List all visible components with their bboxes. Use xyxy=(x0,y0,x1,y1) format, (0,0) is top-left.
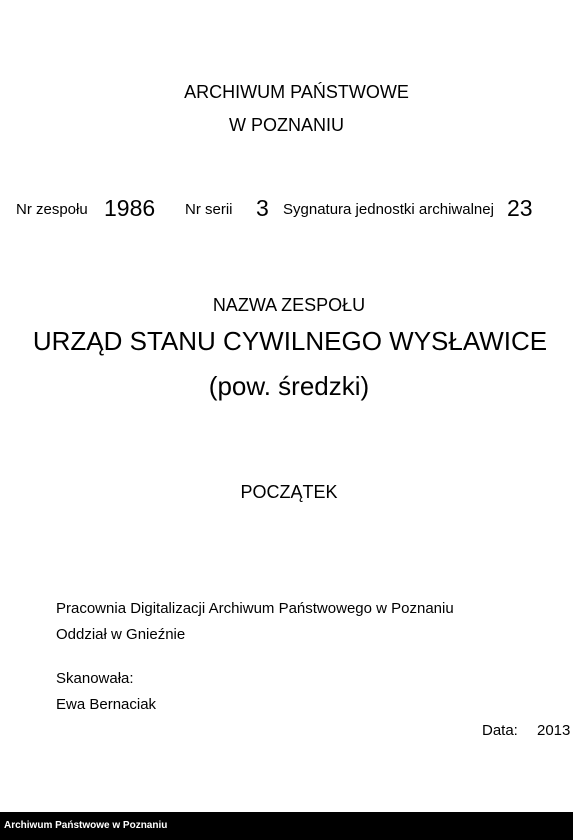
section-title: POCZĄTEK xyxy=(240,482,338,502)
fond-name: URZĄD STANU CYWILNEGO WYSŁAWICE xyxy=(32,326,548,356)
signature-value: 23 xyxy=(507,195,533,221)
fond-number-label: Nr zespołu xyxy=(16,201,88,218)
signature-label: Sygnatura jednostki archiwalnej xyxy=(283,201,494,218)
scanner-name: Ewa Bernaciak xyxy=(56,696,157,713)
series-number-label: Nr serii xyxy=(185,201,233,218)
footer-text: Archiwum Państwowe w Poznaniu xyxy=(4,820,168,831)
date-value: 2013 xyxy=(537,722,571,739)
branch-name: Oddział w Gnieźnie xyxy=(56,626,186,643)
archive-name-line1: ARCHIWUM PAŃSTWOWE xyxy=(184,82,409,102)
scanned-by-label: Skanowała: xyxy=(56,670,134,687)
fond-number-value: 1986 xyxy=(104,195,156,221)
fond-subtitle: (pow. średzki) xyxy=(208,371,370,401)
archive-name-line2: W POZNANIU xyxy=(229,115,344,135)
footer-bar xyxy=(0,812,573,840)
series-number-value: 3 xyxy=(256,195,269,221)
fond-heading: NAZWA ZESPOŁU xyxy=(212,295,366,315)
digitization-studio: Pracownia Digitalizacji Archiwum Państwowego w Poznaniu xyxy=(56,600,454,617)
date-label: Data: xyxy=(482,722,518,739)
